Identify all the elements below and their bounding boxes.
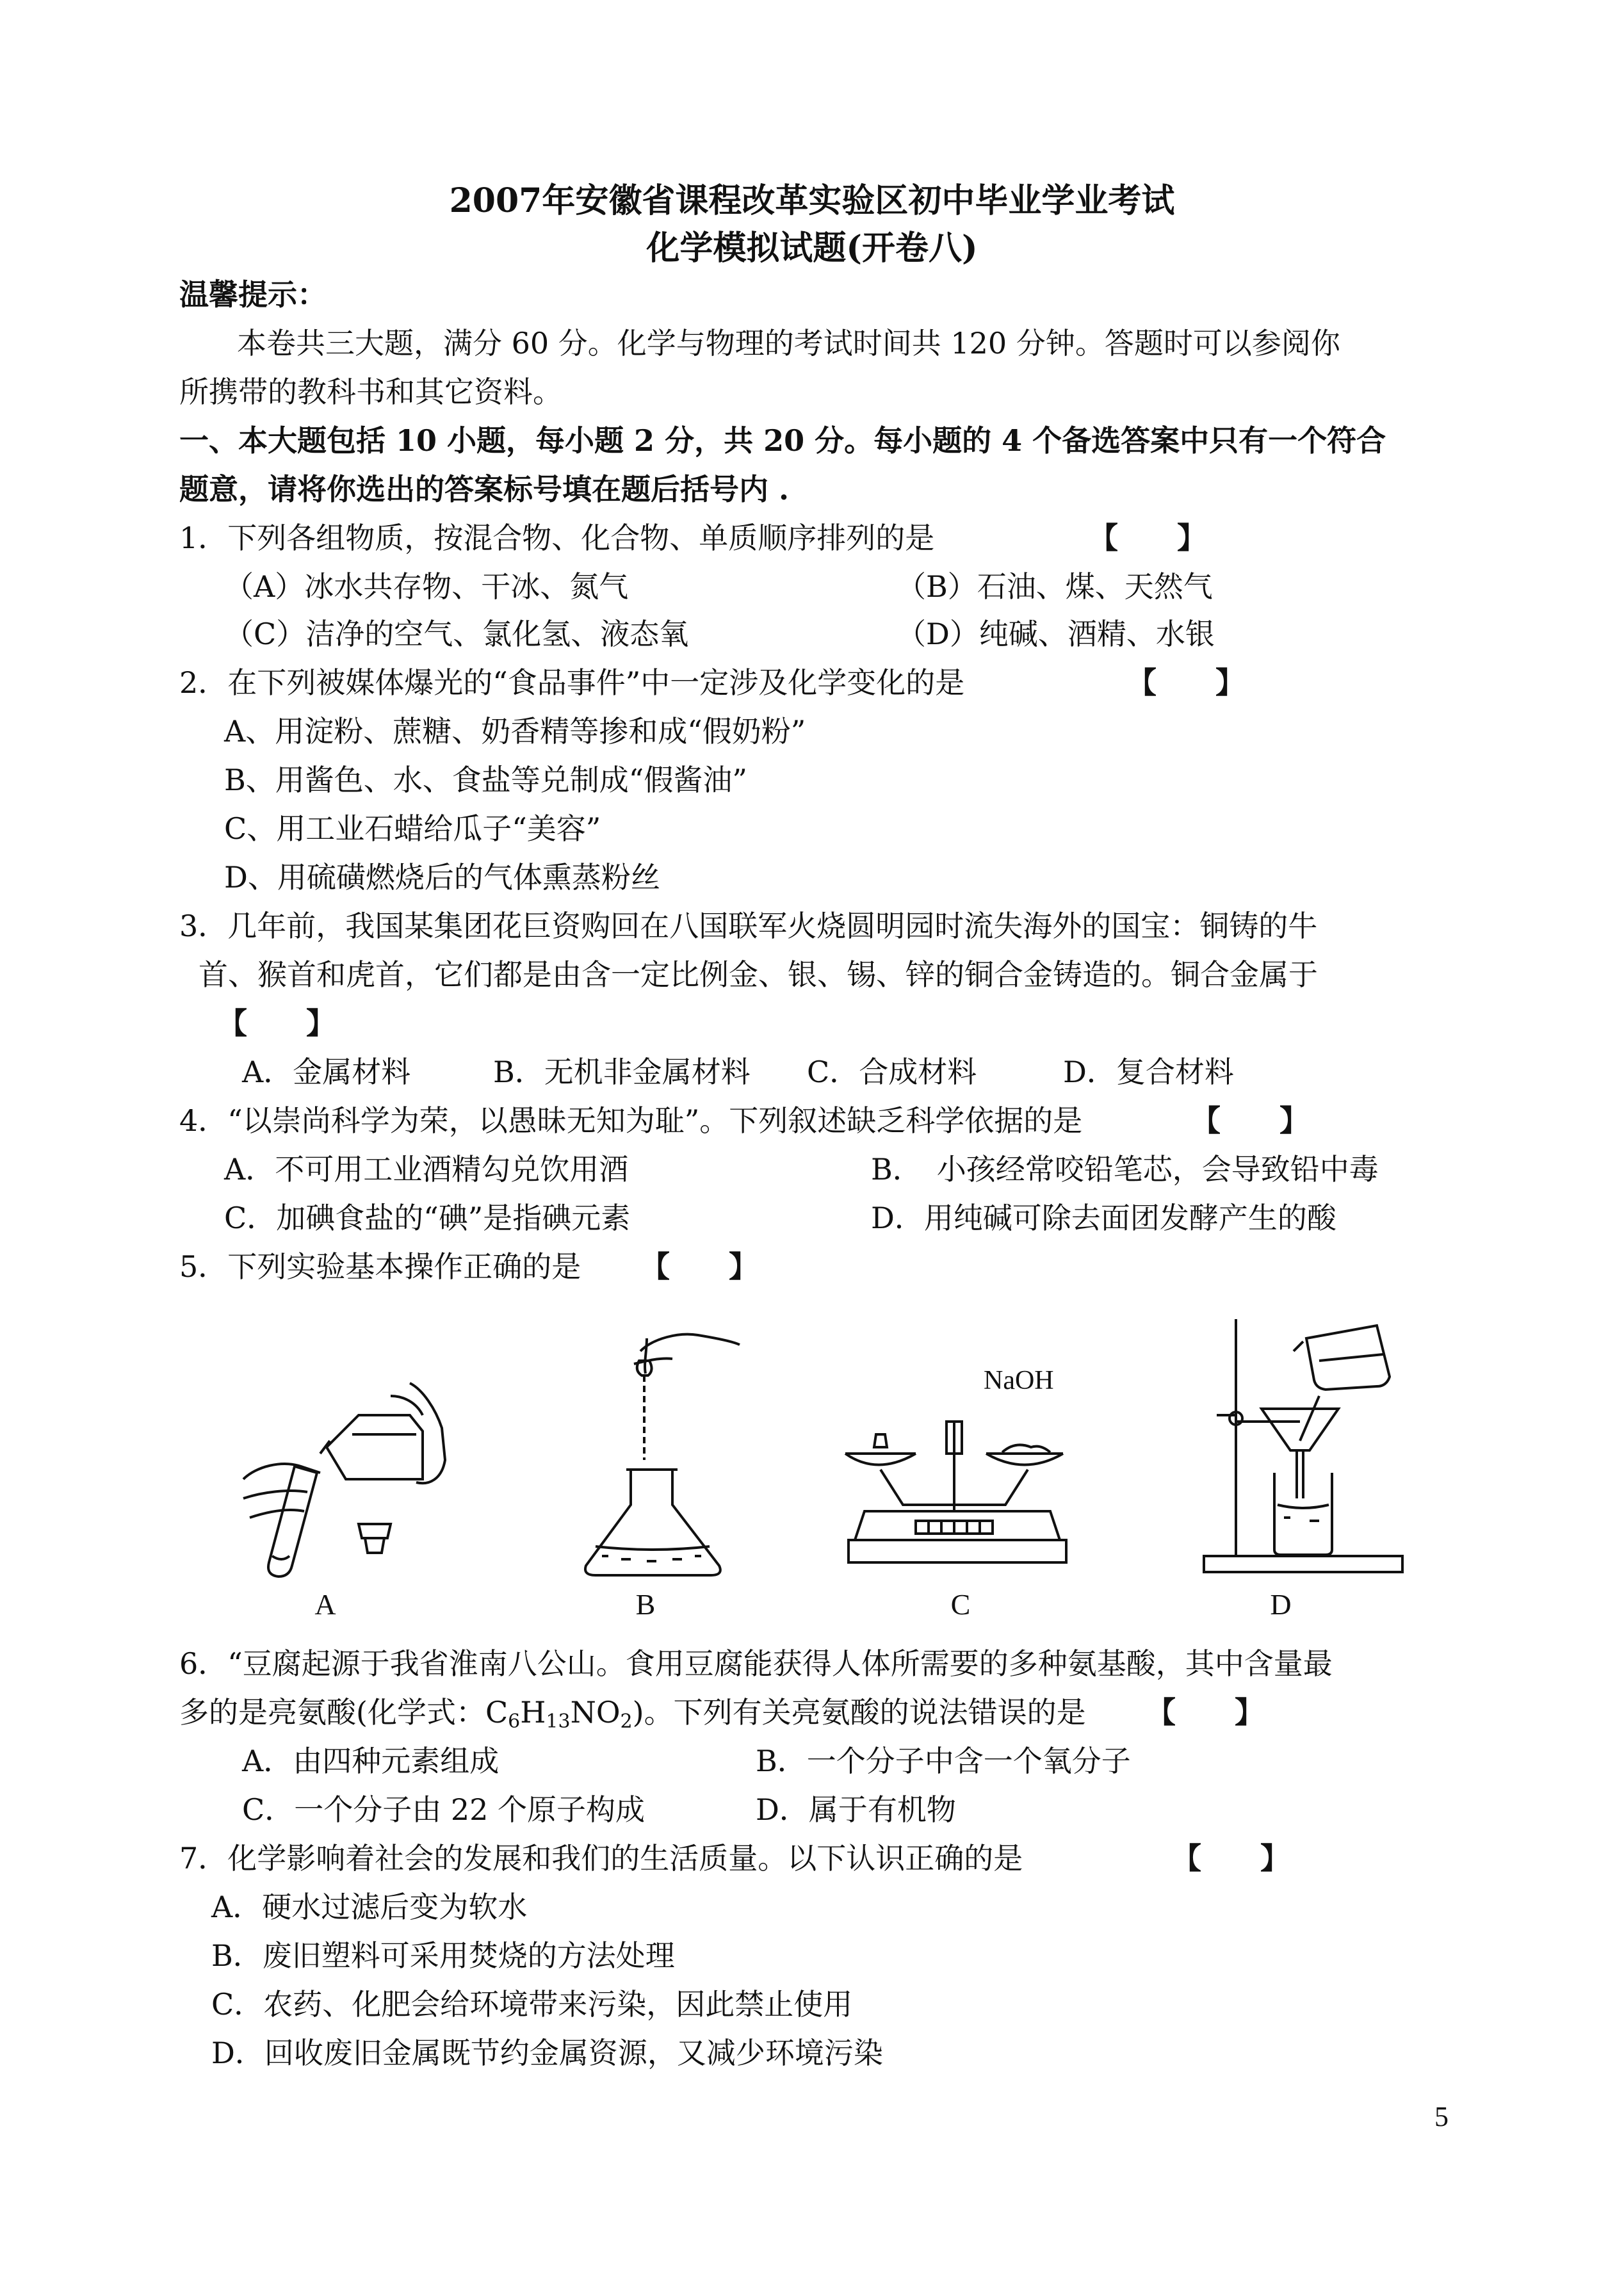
figure-b-dropper-flask [570,1313,743,1582]
question-7-option-a: A．硬水过滤后变为软水 [211,1890,528,1924]
question-7-option-d: D．回收废旧金属既节约金属资源，又减少环境污染 [211,2036,883,2070]
question-7-stem: 7．化学影响着社会的发展和我们的生活质量。以下认识正确的是 [179,1841,1023,1876]
question-4-option-a: A．不可用工业酒精勾兑饮用酒 [224,1152,629,1187]
question-4-option-d: D．用纯碱可除去面团发酵产生的酸 [871,1201,1336,1235]
question-3-option-c: C．合成材料 [807,1055,977,1089]
figure-c-label: C [950,1588,971,1621]
question-6-line1: 6．“豆腐起源于我省淮南八公山。食用豆腐能获得人体所需要的多种氨基酸，其中含量最 [179,1646,1333,1681]
question-6-option-a: A．由四种元素组成 [242,1744,499,1778]
question-4-answer-bracket: 【 】 [1191,1103,1309,1138]
section-heading-line1: 一、本大题包括 10 小题，每小题 2 分，共 20 分。每小题的 4 个备选答案中只有一个符合 [179,423,1386,458]
question-1-stem: 1．下列各组物质，按混合物、化合物、单质顺序排列的是 [179,521,935,555]
question-7-option-c: C．农药、化肥会给环境带来污染，因此禁止使用 [211,1987,853,2022]
page-subtitle: 化学模拟试题(开卷八) [646,229,978,268]
question-3-line1: 3．几年前，我国某集团花巨资购回在八国联军火烧圆明园时流失海外的国宝：铜铸的牛 [179,909,1318,943]
question-3-option-a: A．金属材料 [242,1055,411,1089]
notice-label: 温馨提示： [179,277,327,312]
page-number: 5 [1434,2101,1449,2132]
question-6-option-c: C．一个分子由 22 个原子构成 [242,1792,645,1827]
question-7-answer-bracket: 【 】 [1172,1841,1290,1876]
question-4-stem: 4．“以崇尚科学为荣，以愚昧无知为耻”。下列叙述缺乏科学依据的是 [179,1103,1083,1138]
question-2-answer-bracket: 【 】 [1127,665,1245,700]
figure-d-filtration-setup [1198,1313,1409,1582]
section-heading-line2: 题意，请将你选出的答案标号填在题后括号内 . [179,472,790,507]
figure-a-label: A [314,1588,336,1621]
question-4-option-c: C．加碘食盐的“碘”是指碘元素 [224,1201,631,1235]
question-6-option-d: D．属于有机物 [756,1792,956,1827]
question-5-stem: 5．下列实验基本操作正确的是 [179,1249,581,1284]
question-3-option-b: B．无机非金属材料 [493,1055,751,1089]
page-title: 2007年安徽省课程改革实验区初中毕业学业考试 [449,181,1175,220]
question-1-option-b: （B）石油、煤、天然气 [897,569,1213,604]
figure-b-label: B [635,1588,656,1621]
question-6-line2: 多的是亮氨酸(化学式：$C_6H_{13}NO_2$)。下列有关亮氨酸的说法错误的是 [179,1695,1086,1733]
question-2-option-d: D、用硫磺燃烧后的气体熏蒸粉丝 [224,860,660,895]
question-1-answer-bracket: 【 】 [1089,521,1206,555]
question-1-option-d: （D）纯碱、酒精、水银 [897,617,1215,651]
question-1-option-a: （A）冰水共存物、干冰、氮气 [224,569,629,604]
figure-d-label: D [1270,1588,1292,1621]
notice-text-line1: 本卷共三大题，满分 60 分。化学与物理的考试时间共 120 分钟。答题时可以参阅你 [237,326,1340,361]
naoh-label: NaOH [984,1366,1054,1395]
question-3-line2: 首、猴首和虎首，它们都是由含一定比例金、银、锡、锌的铜合金铸造的。铜合金属于 [199,957,1318,992]
figure-c-balance-scale [839,1383,1082,1575]
figure-a-pouring-liquid [231,1370,461,1582]
question-2-option-a: A、用淀粉、蔗糖、奶香精等掺和成“假奶粉” [224,714,806,749]
question-7-option-b: B．废旧塑料可采用焚烧的方法处理 [211,1938,675,1973]
question-1-option-c: （C）洁净的空气、氯化氢、液态氧 [224,617,689,651]
question-4-option-b: B． 小孩经常咬铅笔芯，会导致铅中毒 [871,1152,1379,1187]
notice-text-line2: 所携带的教科书和其它资料。 [179,375,562,409]
question-6-answer-bracket: 【 】 [1146,1695,1264,1730]
question-2-option-c: C、用工业石蜡给瓜子“美容” [224,811,601,846]
question-3-option-d: D．复合材料 [1063,1055,1234,1089]
question-5-answer-bracket: 【 】 [640,1249,758,1284]
question-3-answer-bracket: 【 】 [218,1006,336,1041]
question-6-option-b: B．一个分子中含一个氧分子 [756,1744,1131,1778]
question-2-stem: 2．在下列被媒体爆光的“食品事件”中一定涉及化学变化的是 [179,665,965,700]
question-2-option-b: B、用酱色、水、食盐等兑制成“假酱油” [224,763,747,797]
